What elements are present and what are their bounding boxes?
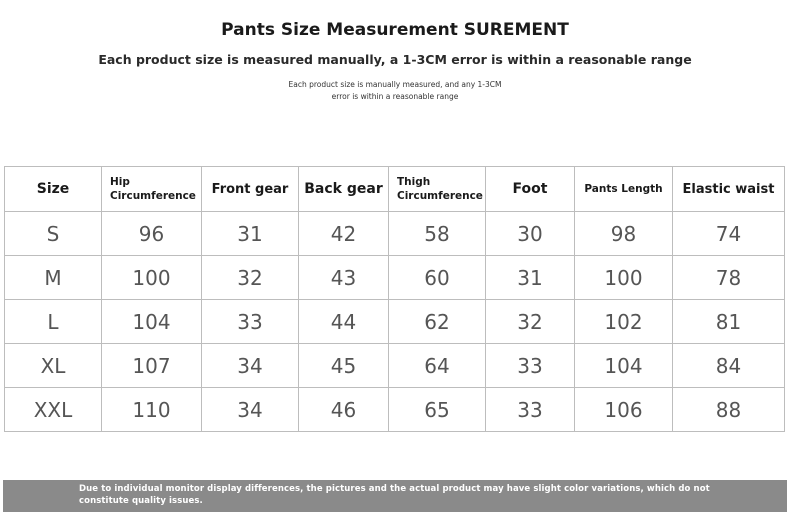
- table-row: [5, 300, 785, 344]
- table-row: [5, 256, 785, 300]
- table-cell: 45: [299, 344, 389, 388]
- table-cell: 84: [673, 344, 785, 388]
- column-header-front-gear: Front gear: [202, 167, 299, 212]
- table-cell: 98: [575, 212, 673, 256]
- table-cell: 31: [202, 212, 299, 256]
- table-cell: 34: [202, 344, 299, 388]
- table-cell: 78: [673, 256, 785, 300]
- column-header-back-gear: Back gear: [299, 167, 389, 212]
- table-cell: XL: [5, 344, 102, 388]
- measurement-note-line-2: error is within a reasonable range: [331, 92, 459, 101]
- table-row: [5, 388, 785, 432]
- table-cell: S: [5, 212, 102, 256]
- table-cell: 32: [486, 300, 575, 344]
- table-cell: 33: [486, 344, 575, 388]
- table-cell: 33: [202, 300, 299, 344]
- table-cell: 81: [673, 300, 785, 344]
- column-header-pants-length: Pants Length: [575, 167, 673, 212]
- table-row: [5, 212, 785, 256]
- table-cell: 46: [299, 388, 389, 432]
- measurement-note: [0, 79, 790, 103]
- disclaimer-text: Due to individual monitor display differences, the pictures and the actual product may have slight color variations, which do not constitute quality issues.: [79, 484, 710, 506]
- measurement-note-line-1: Each product size is manually measured, and any 1-3CM: [288, 80, 502, 89]
- table-cell: 107: [102, 344, 202, 388]
- column-header-size: Size: [5, 167, 102, 212]
- column-header-elastic-waist: Elastic waist: [673, 167, 785, 212]
- table-cell: 60: [389, 256, 486, 300]
- table-cell: 100: [575, 256, 673, 300]
- table-cell: 104: [575, 344, 673, 388]
- table-header-row: [5, 167, 785, 212]
- table-cell: 74: [673, 212, 785, 256]
- table-cell: 30: [486, 212, 575, 256]
- table-row: [5, 344, 785, 388]
- table-cell: 102: [575, 300, 673, 344]
- table-cell: 65: [389, 388, 486, 432]
- table-cell: 104: [102, 300, 202, 344]
- table-cell: 44: [299, 300, 389, 344]
- column-header-foot: Foot: [486, 167, 575, 212]
- disclaimer-banner: [3, 480, 787, 512]
- table-cell: L: [5, 300, 102, 344]
- table-cell: M: [5, 256, 102, 300]
- table-cell: XXL: [5, 388, 102, 432]
- table-cell: 110: [102, 388, 202, 432]
- table-cell: 64: [389, 344, 486, 388]
- table-cell: 42: [299, 212, 389, 256]
- table-cell: 62: [389, 300, 486, 344]
- table-cell: 34: [202, 388, 299, 432]
- table-cell: 32: [202, 256, 299, 300]
- table-cell: 88: [673, 388, 785, 432]
- size-chart-table: [4, 166, 785, 432]
- page-title: Pants Size Measurement SUREMENT: [221, 20, 569, 40]
- table-cell: 58: [389, 212, 486, 256]
- table-cell: 96: [102, 212, 202, 256]
- table-cell: 43: [299, 256, 389, 300]
- table-cell: 100: [102, 256, 202, 300]
- table-cell: 106: [575, 388, 673, 432]
- column-header-hip-circumference: Hip Circumference: [102, 167, 202, 212]
- table-cell: 31: [486, 256, 575, 300]
- table-cell: 33: [486, 388, 575, 432]
- column-header-thigh-circumference: Thigh Circumference: [389, 167, 486, 212]
- page-subtitle: Each product size is measured manually, a 1-3CM error is within a reasonable range: [98, 52, 692, 67]
